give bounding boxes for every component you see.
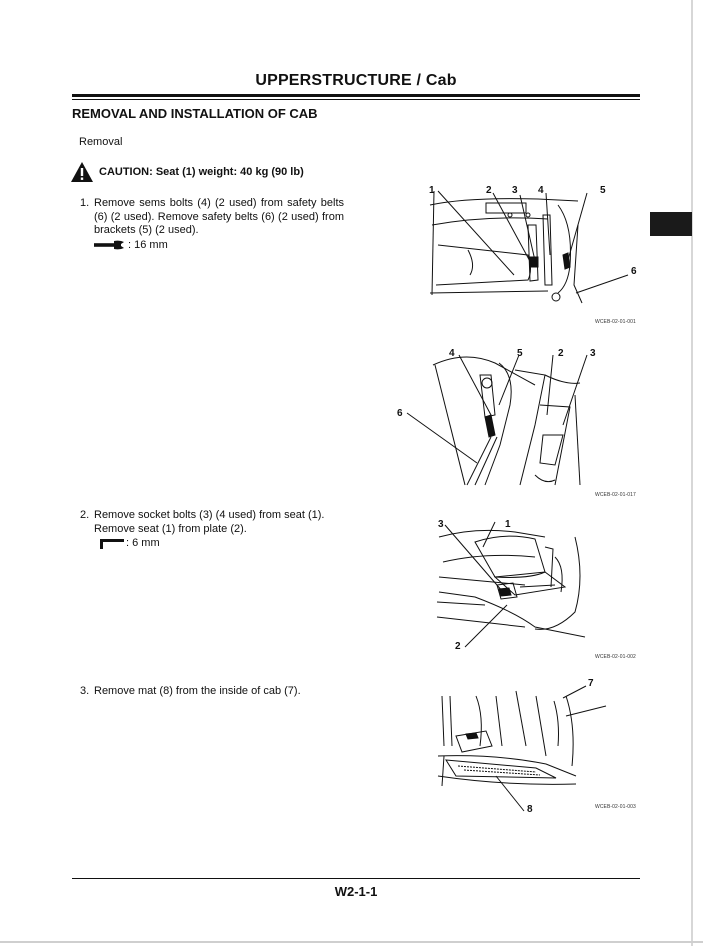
callout-label: 1 [429, 185, 435, 196]
callout-label: 2 [455, 641, 461, 652]
wrench-icon [94, 240, 126, 250]
header-rule-thin [72, 99, 640, 100]
figure-drawing [436, 676, 643, 816]
caution-notice [71, 162, 304, 182]
page-number: W2-1-1 [334, 884, 378, 899]
footer-rule [72, 878, 640, 879]
figure-drawing [428, 185, 643, 325]
step-text: Remove sems bolts (4) (2 used) from safety belts (6) (2 used). Remove safety belts (6) (2 used) from brackets (5) (2 used). [94, 197, 344, 236]
figure-seat-removal [435, 517, 643, 662]
callout-label: 3 [590, 348, 596, 359]
tool-size: : 6 mm [126, 537, 160, 549]
callout-label: 2 [558, 348, 564, 359]
callout-label: 5 [517, 348, 523, 359]
figure-drawing [395, 345, 643, 500]
step-3 [80, 685, 350, 699]
callout-label: 6 [397, 408, 403, 419]
tool-size: : 16 mm [128, 238, 168, 251]
figure-id: WCEB-02-01-003 [595, 804, 636, 810]
subsection-title: Removal [79, 136, 123, 148]
header-rule [72, 94, 640, 97]
section-title: REMOVAL AND INSTALLATION OF CAB [72, 106, 318, 121]
step-text-line1: Remove socket bolts (3) (4 used) from seat (1). [94, 509, 325, 521]
callout-label: 1 [505, 519, 511, 530]
page-edge-bottom [0, 941, 703, 943]
figure-seatbelt-closeup [395, 345, 643, 500]
callout-label: 6 [631, 266, 637, 277]
warning-icon [71, 162, 93, 182]
step-number: 2. [80, 509, 90, 521]
step-text-line2: Remove seat (1) from plate (2). [94, 522, 247, 535]
step-2 [80, 509, 350, 551]
callout-label: 3 [512, 185, 518, 196]
figure-mat-removal [436, 676, 643, 816]
callout-label: 3 [438, 519, 444, 530]
step-1 [80, 197, 344, 252]
callout-label: 4 [449, 348, 455, 359]
step-text: Remove mat (8) from the inside of cab (7). [94, 685, 301, 697]
hex-wrench-icon [100, 539, 124, 549]
figure-seatbelt-overview [428, 185, 643, 325]
page-header-title: UPPERSTRUCTURE / Cab [255, 72, 457, 89]
figure-drawing [435, 517, 643, 662]
step-number: 1. [80, 197, 90, 209]
figure-id: WCEB-02-01-002 [595, 654, 636, 660]
callout-label: 8 [527, 804, 533, 815]
callout-label: 5 [600, 185, 606, 196]
tool-spec [100, 537, 350, 551]
callout-label: 4 [538, 185, 544, 196]
caution-text: CAUTION: Seat (1) weight: 40 kg (90 lb) [99, 166, 304, 178]
callout-label: 2 [486, 185, 492, 196]
figure-id: WCEB-02-01-017 [595, 492, 636, 498]
figure-id: WCEB-02-01-001 [595, 319, 636, 325]
page-edge-right [691, 0, 693, 946]
step-number: 3. [80, 685, 90, 697]
tool-spec [94, 239, 344, 253]
section-tab-marker [650, 212, 692, 236]
callout-label: 7 [588, 678, 594, 689]
